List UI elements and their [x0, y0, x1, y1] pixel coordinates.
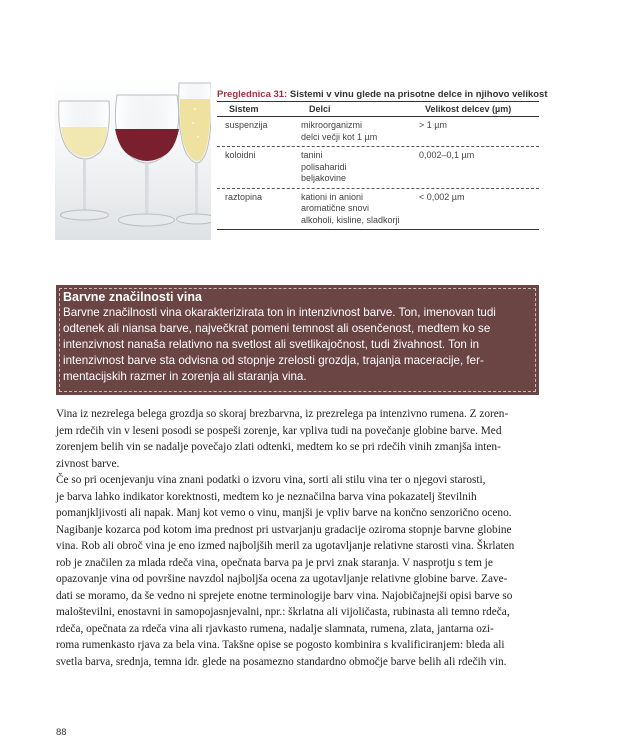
body-line: Nagibanje kozarca pod kotom ima prednost pri ustvarjanju gradacije oziroma stopnje barvne globine	[56, 523, 512, 536]
table-caption-label: Preglednica 31:	[217, 89, 288, 100]
table-cell-system: suspenzija	[225, 120, 268, 130]
particle-item: kationi in anioni	[301, 191, 364, 202]
table-row	[217, 117, 539, 147]
body-line: Če so pri ocenjevanju vina znani podatki o izvoru vina, sorti ali stilu vina ter o njegovi starosti,	[56, 474, 486, 486]
champagne-flute-icon	[177, 83, 212, 224]
body-line: zorenjem belih vin se nadalje povečajo zlati odtenki, medtem ko se pri rdečih vinih zmanjša inten-	[56, 441, 501, 453]
box-text	[63, 305, 535, 385]
particle-item: tanini	[301, 150, 323, 160]
white-wine-glass-icon	[59, 101, 110, 220]
box-title: Barvne značilnosti vina	[63, 290, 202, 304]
particles-table	[217, 101, 539, 230]
table-header-particles: Delci	[309, 104, 331, 114]
table-cell-size: 0,002–0,1 µm	[419, 150, 475, 160]
particle-item: beljakovine	[301, 173, 347, 183]
particle-item: polisaharidi	[301, 161, 347, 172]
table-row	[217, 189, 539, 231]
box-line: Barvne značilnosti vina okarakterizirata ton in intenzivnost barve. Ton, imenovan tudi	[63, 306, 496, 319]
table-header-size: Velikost delcev (µm)	[425, 104, 512, 114]
box-line: mentacijskih razmer in zorenja ali staranja vina.	[63, 370, 307, 383]
table-header-system: Sistem	[229, 104, 259, 114]
table-cell-particles	[301, 192, 419, 227]
wine-glasses-photo	[55, 77, 211, 240]
page-number: 88	[56, 727, 67, 738]
table-cell-system: raztopina	[225, 191, 263, 202]
body-line: opazovanje vina od površine navzdol najboljša ocena za ugotavljanje relativne globine barve. Zave-	[56, 573, 508, 585]
body-line: rdeča, opečnata za rdeča vina ali rjavkasto rumena, nadalje slamnata, rumena, zlata, jantarna ozi-	[56, 622, 494, 635]
color-characteristics-box	[56, 285, 539, 395]
particle-item: delci večji kot 1 µm	[301, 131, 378, 142]
table-caption	[217, 89, 547, 100]
box-line: intenzivnost nanaša relativno na svetlost ali svetlikajočnost, tudi živahnost. Ton in	[63, 338, 480, 351]
table-cell-system: koloidni	[225, 150, 256, 160]
red-wine-glass-icon	[115, 95, 179, 226]
body-paragraphs	[56, 406, 546, 670]
box-line: odtenek ali niansa barve, največkrat pomeni temnost ali osenčenost, medtem ko se	[63, 322, 491, 335]
table-cell-size: > 1 µm	[419, 120, 447, 130]
table-caption-text: Sistemi v vinu glede na prisotne delce in njihovo velikost	[287, 89, 548, 100]
body-line: Vina iz nezrelega belega grozdja so skoraj brezbarvna, iz prezrelega pa intenzivno rumena. Z zoren-	[56, 408, 509, 420]
body-line: vina. Rob ali obroč vina je eno izmed najboljših meril za ugotavljanje relativne starosti vina. Škrlaten	[56, 540, 515, 552]
particle-item: aromatične snovi	[301, 203, 370, 213]
table-row	[217, 147, 539, 189]
body-line: roma rumenkasto rjava za bela vina. Takšne opise se pogosto kombinira s kvalificiranjem: bleda ali	[56, 639, 505, 651]
table-cell-particles	[301, 150, 419, 185]
body-line: maloštevilni, enostavni in samopojasnjevalni, npr.: škrlatna ali vijoličasta, rubinasta ali temno rdeča,	[56, 606, 510, 618]
body-line: zivnost barve.	[56, 457, 120, 470]
box-line: intenzivnost barve sta odvisna od stopnje zrelosti grozdja, trajanja maceracije, fer-	[63, 354, 484, 367]
particle-item: alkoholi, kisline, sladkorji	[301, 214, 400, 225]
table-header-row	[217, 102, 539, 117]
particle-item: mikroorganizmi	[301, 120, 363, 130]
body-line: jem rdečih vin v leseni posodi se pospeši zorenje, kar vpliva tudi na povečanje globine barve. Med	[56, 424, 502, 437]
body-line: je barva lahko indikator korektnosti, medtem ko je neznačilna barva vina pokazatelj številnih	[56, 490, 477, 503]
body-line: svetla barva, srednja, temna idr. glede na posamezno standardno območje barve belih ali rdečih vin.	[56, 655, 507, 668]
body-line: dati se moramo, da še vedno ni sprejete enotne terminologije barv vina. Najobičajnejši opisi barve so	[56, 589, 513, 602]
table-cell-particles	[301, 120, 419, 143]
body-line: pomanjkljivosti ali napak. Manj kot vemo o vinu, manjši je vpliv barve na končno senzorično oceno.	[56, 507, 512, 519]
table-cell-size: < 0,002 µm	[419, 191, 465, 202]
body-line: rob je značilen za mlada rdeča vina, opečnata barva pa je prvi znak staranja. V nasprotju s tem je	[56, 556, 493, 569]
